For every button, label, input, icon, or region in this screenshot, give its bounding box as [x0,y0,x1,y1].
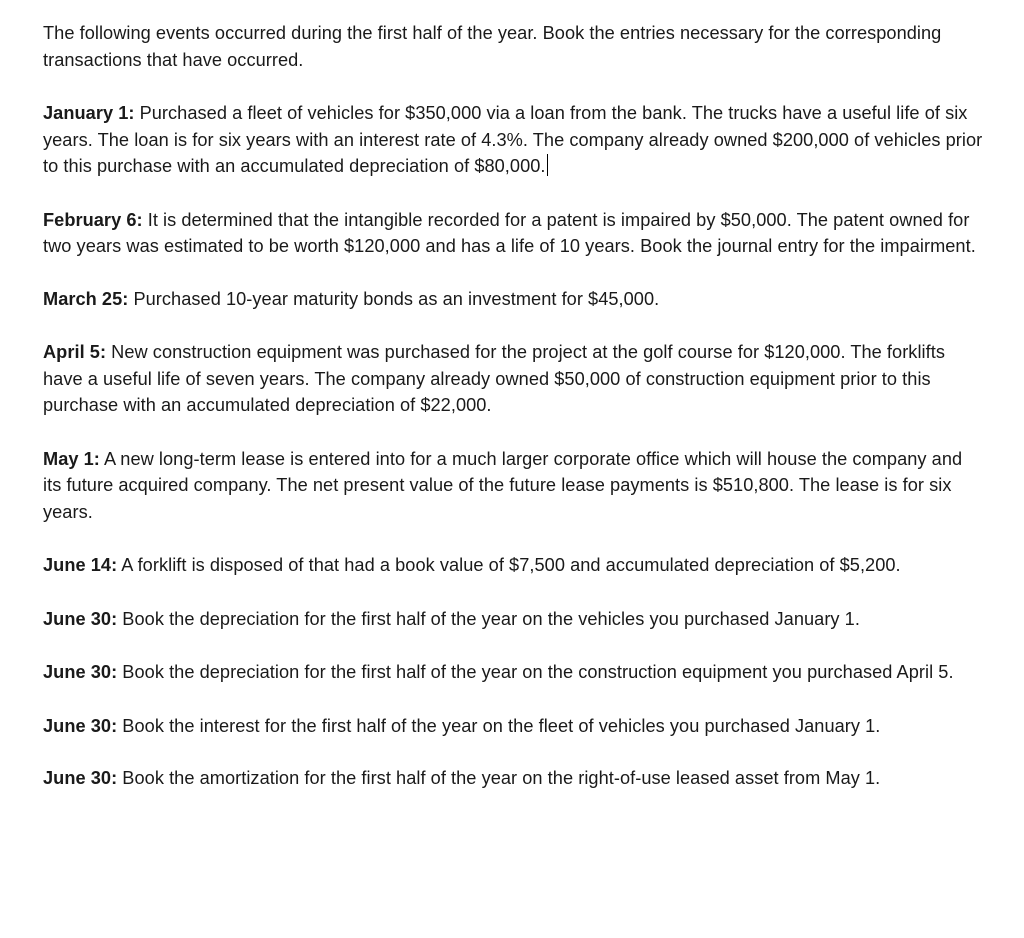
event-text: It is determined that the intangible recorded for a patent is impaired by $50,000. The patent owned for two years was estimated to be worth $120,000 and has a life of 10 years. Book the journal entry for the impairment. [43,209,976,256]
text-cursor [547,154,548,176]
event-text: Purchased a fleet of vehicles for $350,000 via a loan from the bank. The trucks have a useful life of six years. The loan is for six years with an interest rate of 4.3%. The company already owned $200,000 of vehicles prior to this purchase with an accumulated depreciation of $80,000. [43,103,983,176]
event-june-30-lease-amortization [43,765,983,792]
event-text: Book the depreciation for the first half of the year on the vehicles you purchased January 1. [117,608,860,629]
event-text: Book the depreciation for the first half of the year on the construction equipment you purchased April 5. [117,662,954,682]
event-date: June 30: [43,768,118,788]
event-june-30-equipment-depreciation [43,659,983,686]
spacer [43,632,983,659]
event-text: A forklift is disposed of that had a book value of $7,500 and accumulated depreciation of $5,200. [117,555,901,575]
spacer [43,579,983,606]
spacer [43,525,983,552]
event-date: January 1: [43,103,135,123]
event-text: A new long-term lease is entered into for a much larger corporate office which will house the company and its future acquired company. The net present value of the future lease payments is $510,800. The lease is for six years. [43,448,963,522]
spacer [43,260,983,286]
spacer [43,686,983,713]
event-date: April 5: [43,342,107,362]
event-text: New construction equipment was purchased for the project at the golf course for $120,000. The forklifts have a useful life of seven years. The company already owned $50,000 of construction equipment prior to this purchase with an accumulated depreciation of $22,000. [43,342,945,415]
event-may-1 [43,446,983,526]
event-date: March 25: [43,288,129,309]
event-date: June 30: [43,715,118,736]
event-text: Book the interest for the first half of the year on the fleet of vehicles you purchased January 1. [117,715,881,736]
event-june-14 [43,552,983,579]
event-date: June 30: [43,662,118,682]
event-june-30-interest [43,713,983,740]
event-february-6 [43,207,983,260]
event-january-1 [43,100,983,180]
spacer [43,73,983,100]
event-date: June 14: [43,555,118,575]
event-date: June 30: [43,608,118,629]
spacer [43,419,983,446]
intro-paragraph: The following events occurred during the first half of the year. Book the entries necessary for the corresponding transactions that have occurred. [43,23,942,70]
event-april-5 [43,339,983,419]
event-text: Purchased 10-year maturity bonds as an investment for $45,000. [128,288,660,309]
spacer [43,312,983,339]
event-date: May 1: [43,448,100,469]
event-march-25 [43,286,983,313]
event-text: Book the amortization for the first half of the year on the right-of-use leased asset from May 1. [117,768,881,788]
spacer [43,180,983,207]
event-date: February 6: [43,209,143,230]
spacer [43,739,983,765]
event-june-30-vehicle-depreciation [43,606,983,633]
document-body[interactable] [43,20,983,792]
